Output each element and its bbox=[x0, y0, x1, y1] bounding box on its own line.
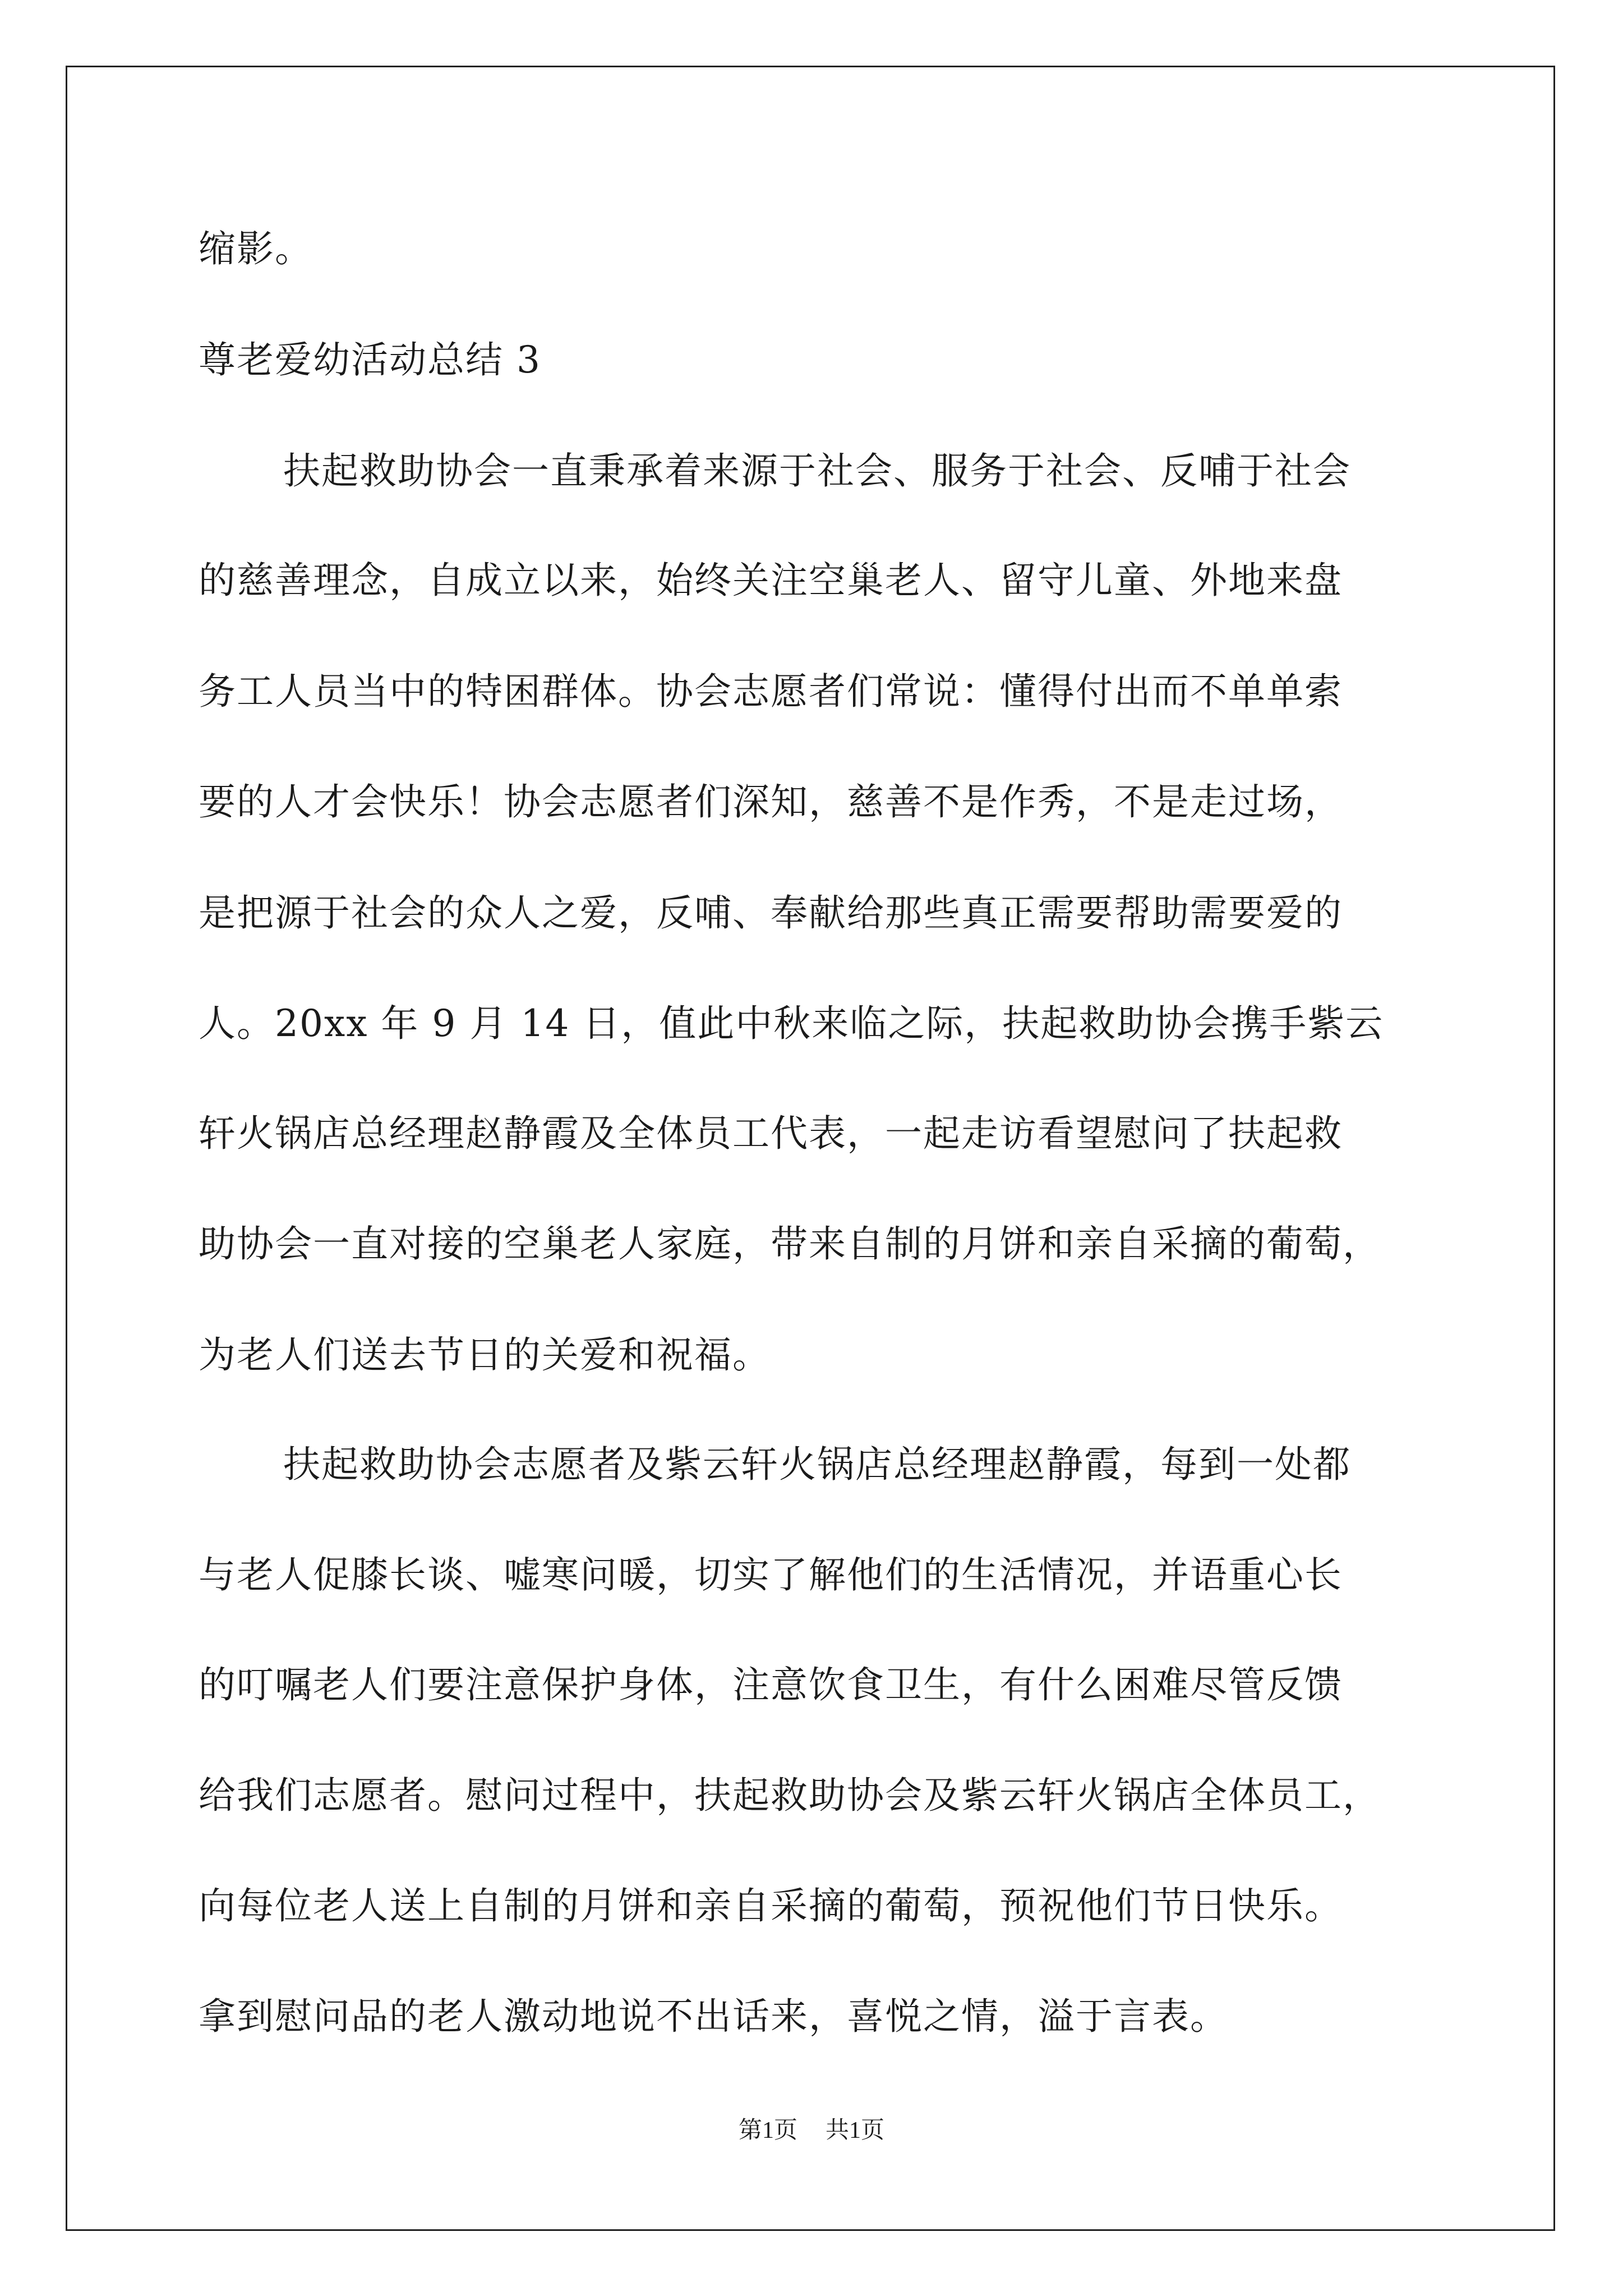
paragraph-1-line: 要的人才会快乐！协会志愿者们深知，慈善不是作秀，不是走过场， bbox=[199, 780, 1343, 823]
paragraph-1-line: 为老人们送去节日的关爱和祝福。 bbox=[199, 1333, 771, 1377]
page-total: 共1页 bbox=[826, 2118, 885, 2143]
paragraph-1-line: 人。20xx 年 9 月 14 日，值此中秋来临之际，扶起救助协会携手紫云 bbox=[199, 1002, 1384, 1045]
paragraph-1-line: 务工人员当中的特困群体。协会志愿者们常说：懂得付出而不单单索 bbox=[199, 670, 1343, 713]
paragraph-2-line: 扶起救助协会志愿者及紫云轩火锅店总经理赵静霞，每到一处都 bbox=[283, 1443, 1351, 1486]
paragraph-1-line: 是把源于社会的众人之爱，反哺、奉献给那些真正需要帮助需要爱的 bbox=[199, 891, 1343, 935]
paragraph-1-line: 的慈善理念，自成立以来，始终关注空巢老人、留守儿童、外地来盘 bbox=[199, 559, 1343, 602]
paragraph-2-line: 拿到慰问品的老人激动地说不出话来，喜悦之情，溢于言表。 bbox=[199, 1995, 1228, 2038]
paragraph-2-line: 与老人促膝长谈、嘘寒问暖，切实了解他们的生活情况，并语重心长 bbox=[199, 1553, 1343, 1596]
page-footer bbox=[0, 2115, 1623, 2146]
paragraph-1-line: 助协会一直对接的空巢老人家庭，带来自制的月饼和亲自采摘的葡萄， bbox=[199, 1222, 1381, 1266]
paragraph-1-line: 轩火锅店总经理赵静霞及全体员工代表，一起走访看望慰问了扶起救 bbox=[199, 1112, 1343, 1155]
text-line: 缩影。 bbox=[199, 227, 313, 270]
page-number: 第1页 bbox=[738, 2118, 797, 2143]
paragraph-2-line: 的叮嘱老人们要注意保护身体，注意饮食卫生，有什么困难尽管反馈 bbox=[199, 1663, 1343, 1706]
paragraph-1-line: 扶起救助协会一直秉承着来源于社会、服务于社会、反哺于社会 bbox=[283, 449, 1351, 493]
paragraph-2-line: 向每位老人送上自制的月饼和亲自采摘的葡萄，预祝他们节日快乐。 bbox=[199, 1884, 1343, 1927]
paragraph-2-line: 给我们志愿者。慰问过程中，扶起救助协会及紫云轩火锅店全体员工， bbox=[199, 1774, 1381, 1817]
section-heading: 尊老爱幼活动总结 3 bbox=[199, 338, 541, 381]
